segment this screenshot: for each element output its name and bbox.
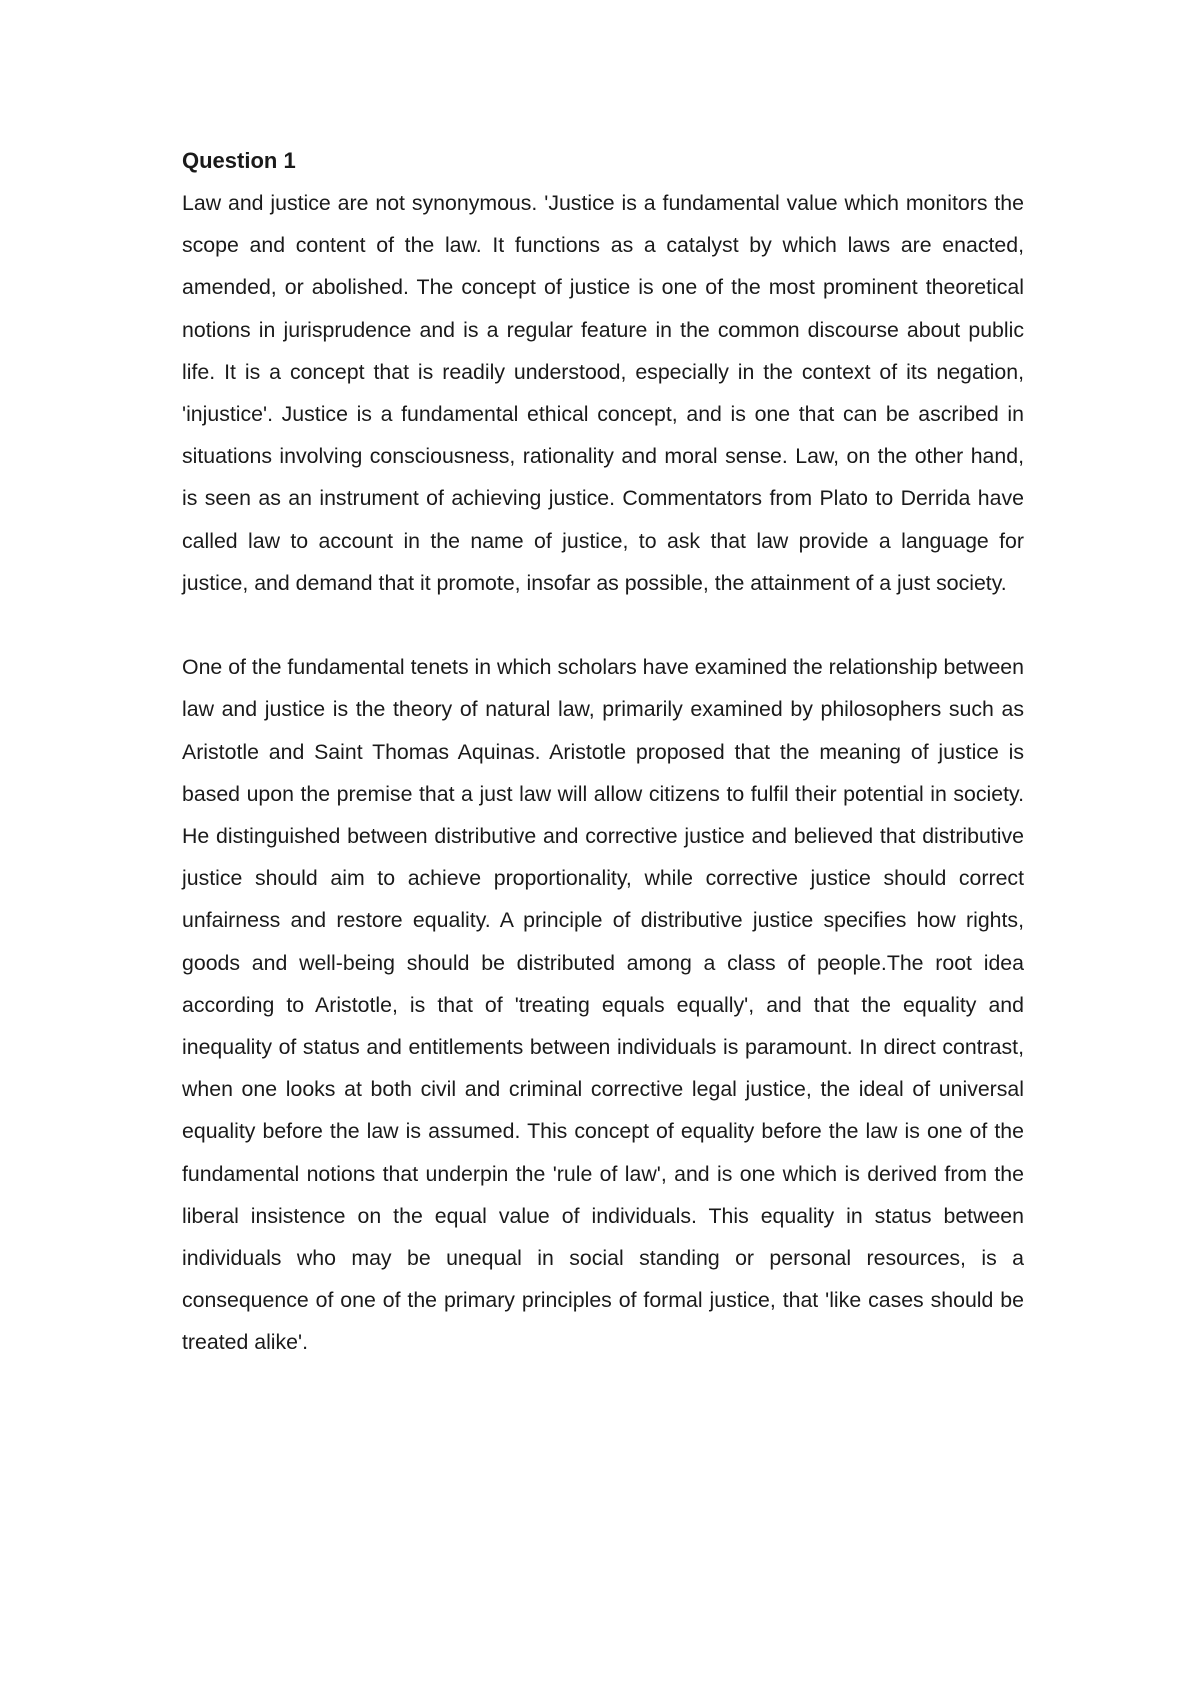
paragraph-law-and-justice: Law and justice are not synonymous. 'Justice is a fundamental value which monitors the scope and content of the law. It functions as a catalyst by which laws are enacted, amended, or abolished. The concept of justice is one of the most prominent theoretical notions in jurisprudence and is a regular feature in the common discourse about public life. It is a concept that is readily understood, especially in the context of its negation, 'injustice'. Justice is a fundamental ethical concept, and is one that can be ascribed in situations involving consciousness, rationality and moral sense. Law, on the other hand, is seen as an instrument of achieving justice. Commentators from Plato to Derrida have called law to account in the name of justice, to ask that law provide a language for justice, and demand that it promote, insofar as possible, the attainment of a just society.: [182, 191, 1024, 595]
question-heading: Question 1: [182, 148, 296, 173]
document-body: [182, 140, 1024, 1364]
paragraph-natural-law: One of the fundamental tenets in which scholars have examined the relationship between law and justice is the theory of natural law, primarily examined by philosophers such as Aristotle and Saint Thomas Aquinas. Aristotle proposed that the meaning of justice is based upon the premise that a just law will allow citizens to fulfil their potential in society. He distinguished between distributive and corrective justice and believed that distributive justice should aim to achieve proportionality, while corrective justice should correct unfairness and restore equality. A principle of distributive justice specifies how rights, goods and well-being should be distributed among a class of people.The root idea according to Aristotle, is that of 'treating equals equally', and that the equality and inequality of status and entitlements between individuals is paramount. In direct contrast, when one looks at both civil and criminal corrective legal justice, the ideal of universal equality before the law is assumed. This concept of equality before the law is one of the fundamental notions that underpin the 'rule of law', and is one which is derived from the liberal insistence on the equal value of individuals. This equality in status between individuals who may be unequal in social standing or personal resources, is a consequence of one of the primary principles of formal justice, that 'like cases should be treated alike'.: [182, 655, 1024, 1355]
